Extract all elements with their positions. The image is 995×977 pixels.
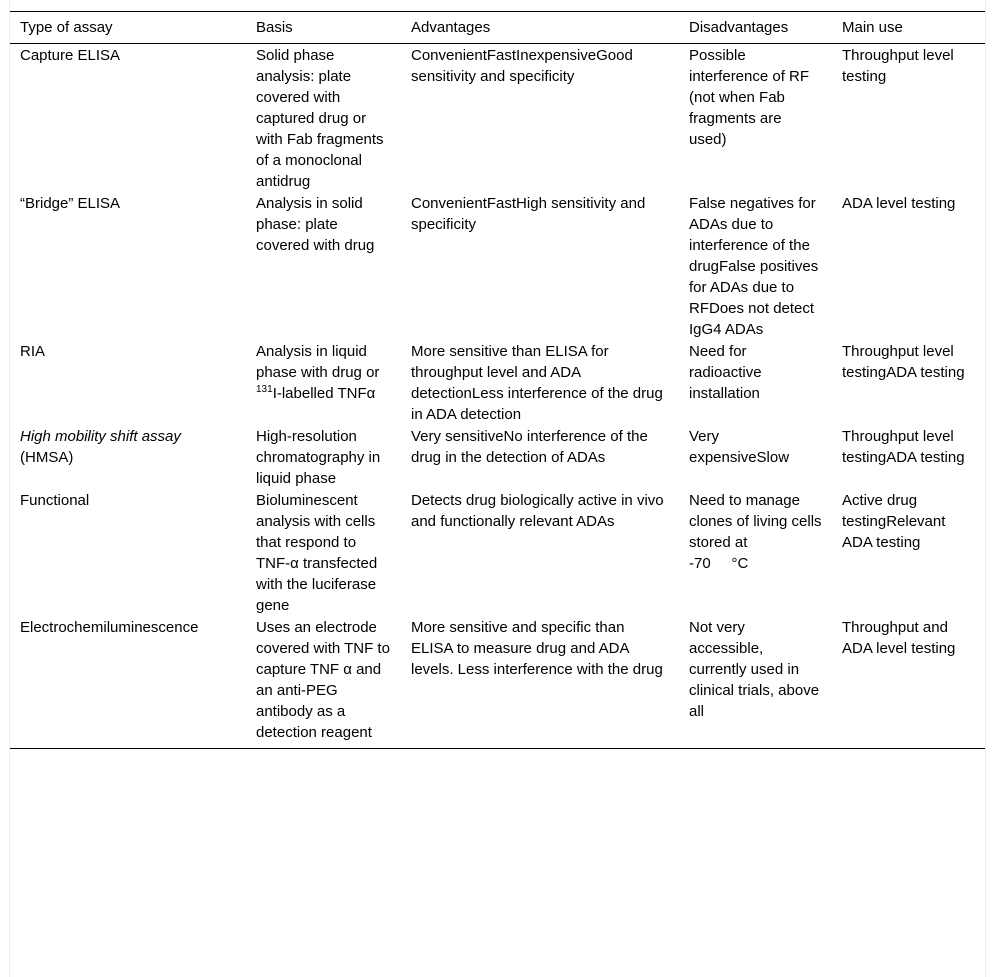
cell-disadvantages: Need for radioactive installation: [689, 343, 762, 402]
assay-abbrev: (HMSA): [20, 449, 74, 466]
disadvantages-text: Need to manage clones of living cells stored at: [689, 492, 822, 551]
cell-advantages: ConvenientFastInexpensiveGood sensitivity and specificity: [411, 47, 633, 85]
cell-advantages: Very sensitiveNo interference of the drug in the detection of ADAs: [411, 428, 648, 466]
isotope-superscript: 131: [256, 384, 273, 395]
table-row-ria: [10, 340, 985, 425]
header-main-use: Main use: [832, 12, 985, 44]
cell-advantages: More sensitive and specific than ELISA to measure drug and ADA levels. Less interference with the drug: [401, 616, 679, 749]
assay-comparison-table: [10, 11, 985, 749]
cell-disadvantages: False negatives for ADAs due to interference of the drugFalse positives for ADAs due to RFDoes not detect IgG4 ADAs: [689, 195, 819, 338]
header-type-of-assay: Type of assay: [10, 12, 246, 44]
cell-disadvantages: Possible interference of RF (not when Fab fragments are used): [689, 47, 810, 148]
header-row: [10, 12, 985, 44]
header-basis: Basis: [246, 12, 401, 44]
cell-basis: Bioluminescent analysis with cells that respond to TNF-α transfected with the luciferase gene: [256, 492, 378, 614]
cell-disadvantages: Not very accessible, currently used in clinical trials, above all: [679, 616, 832, 749]
header-disadvantages: Disadvantages: [679, 12, 832, 44]
cell-type: RIA: [20, 343, 46, 360]
basis-text: Analysis in liquid phase with drug or: [256, 343, 380, 381]
cell-main-use: Throughput level testingADA testing: [842, 428, 965, 466]
table-row-capture-elisa: [10, 44, 985, 193]
cell-basis: [246, 340, 401, 425]
temperature-value: -70: [689, 555, 711, 572]
assay-name-italic: High mobility shift assay: [20, 428, 181, 445]
cell-type: “Bridge” ELISA: [20, 195, 121, 212]
cell-type: Functional: [20, 492, 90, 509]
temperature-unit: °C: [731, 555, 749, 572]
basis-text-rest: I-labelled TNFα: [272, 385, 376, 402]
cell-advantages: Detects drug biologically active in vivo and functionally relevant ADAs: [411, 492, 664, 530]
cell-basis: Uses an electrode covered with TNF to capture TNF α and an anti-PEG antibody as a detection reagent: [246, 616, 401, 749]
table-body: [10, 44, 985, 749]
cell-disadvantages: Very expensiveSlow: [689, 428, 790, 466]
cell-disadvantages: [679, 489, 832, 616]
cell-type: Capture ELISA: [20, 47, 121, 64]
cell-advantages: More sensitive than ELISA for throughput level and ADA detectionLess interference of the drug in ADA detection: [411, 343, 663, 423]
table-row-bridge-elisa: [10, 192, 985, 340]
table-row-electrochemiluminescence: [10, 616, 985, 749]
table-header: [10, 12, 985, 44]
cell-main-use: Throughput level testingADA testing: [842, 343, 965, 381]
cell-basis: High-resolution chromatography in liquid phase: [256, 428, 381, 487]
cell-basis: Analysis in solid phase: plate covered with drug: [256, 195, 375, 254]
cell-type: Electrochemiluminescence: [10, 616, 246, 749]
cell-advantages: ConvenientFastHigh sensitivity and specificity: [411, 195, 646, 233]
cell-main-use: Throughput and ADA level testing: [832, 616, 985, 749]
cell-main-use: ADA level testing: [842, 195, 956, 212]
cell-main-use: Throughput level testing: [842, 47, 954, 85]
table-row-functional: [10, 489, 985, 616]
table-row-hmsa: [10, 425, 985, 489]
cell-basis: Solid phase analysis: plate covered with captured drug or with Fab fragments of a monoclonal antidrug: [256, 47, 384, 190]
cell-main-use: Active drug testingRelevant ADA testing: [842, 492, 946, 551]
cell-type: [10, 425, 246, 489]
header-advantages: Advantages: [401, 12, 679, 44]
